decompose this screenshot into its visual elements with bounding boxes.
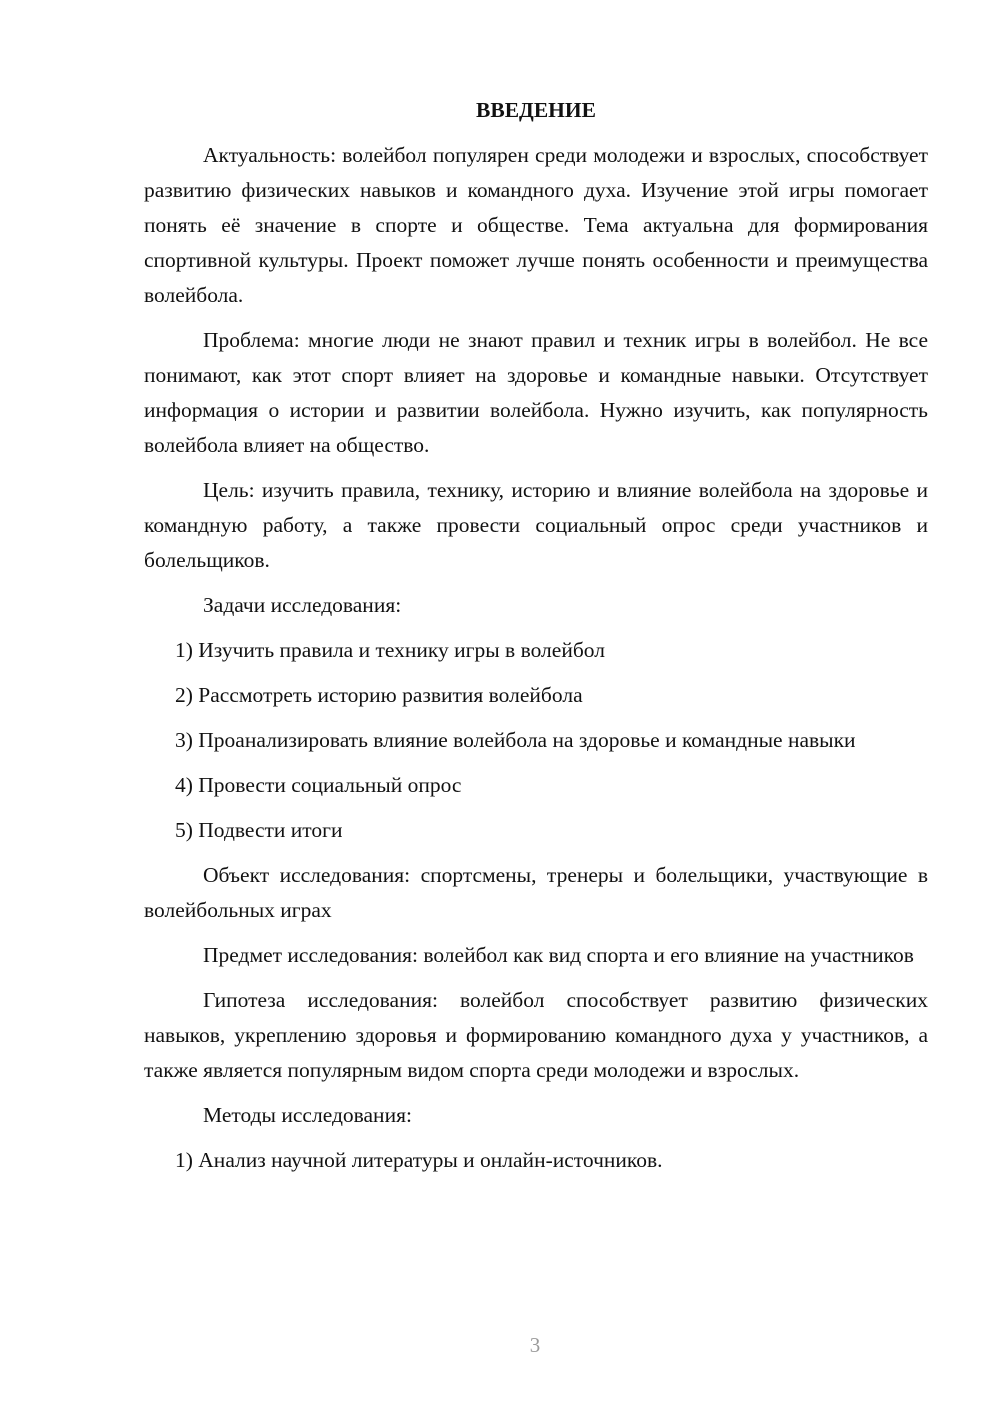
paragraph-subject: Предмет исследования: волейбол как вид спорта и его влияние на участников: [203, 943, 914, 967]
paragraph-problem: Проблема: многие люди не знают правил и техник игры в волейбол. Не все понимают, как этот спорт влияет на здоровье и командные навыки. Отсутствует информация о истории и развитии волейбола. Нужно изучить, как популярность волейбола влияет на общество.: [144, 328, 928, 457]
task-item: 3) Проанализировать влияние волейбола на здоровье и командные навыки: [175, 728, 856, 752]
paragraph-object: Объект исследования: спортсмены, тренеры и болельщики, участвующие в волейбольных играх: [144, 863, 928, 922]
paragraph-relevance: Актуальность: волейбол популярен среди молодежи и взрослых, способствует развитию физических навыков и командного духа. Изучение этой игры помогает понять её значение в спорте и обществе. Тема актуальна для формирования спортивной культуры. Проект поможет лучше понять особенности и преимущества волейбола.: [144, 143, 928, 307]
task-item: 5) Подвести итоги: [175, 818, 343, 842]
method-item: 1) Анализ научной литературы и онлайн-источников.: [175, 1148, 663, 1172]
paragraph-goal: Цель: изучить правила, технику, историю и влияние волейбола на здоровье и командную работу, а также провести социальный опрос среди участников и болельщиков.: [144, 478, 928, 572]
task-item: 1) Изучить правила и технику игры в волейбол: [175, 638, 605, 662]
tasks-heading: Задачи исследования:: [203, 593, 402, 617]
page-content: [144, 93, 928, 1188]
section-title: ВВЕДЕНИЕ: [476, 98, 596, 122]
page-number: 3: [529, 1333, 541, 1357]
methods-heading: Методы исследования:: [203, 1103, 412, 1127]
task-item: 2) Рассмотреть историю развития волейбола: [175, 683, 583, 707]
task-item: 4) Провести социальный опрос: [175, 773, 462, 797]
paragraph-hypothesis: Гипотеза исследования: волейбол способствует развитию физических навыков, укреплению здоровья и формированию командного духа у участников, а также является популярным видом спорта среди молодежи и взрослых.: [144, 988, 928, 1082]
